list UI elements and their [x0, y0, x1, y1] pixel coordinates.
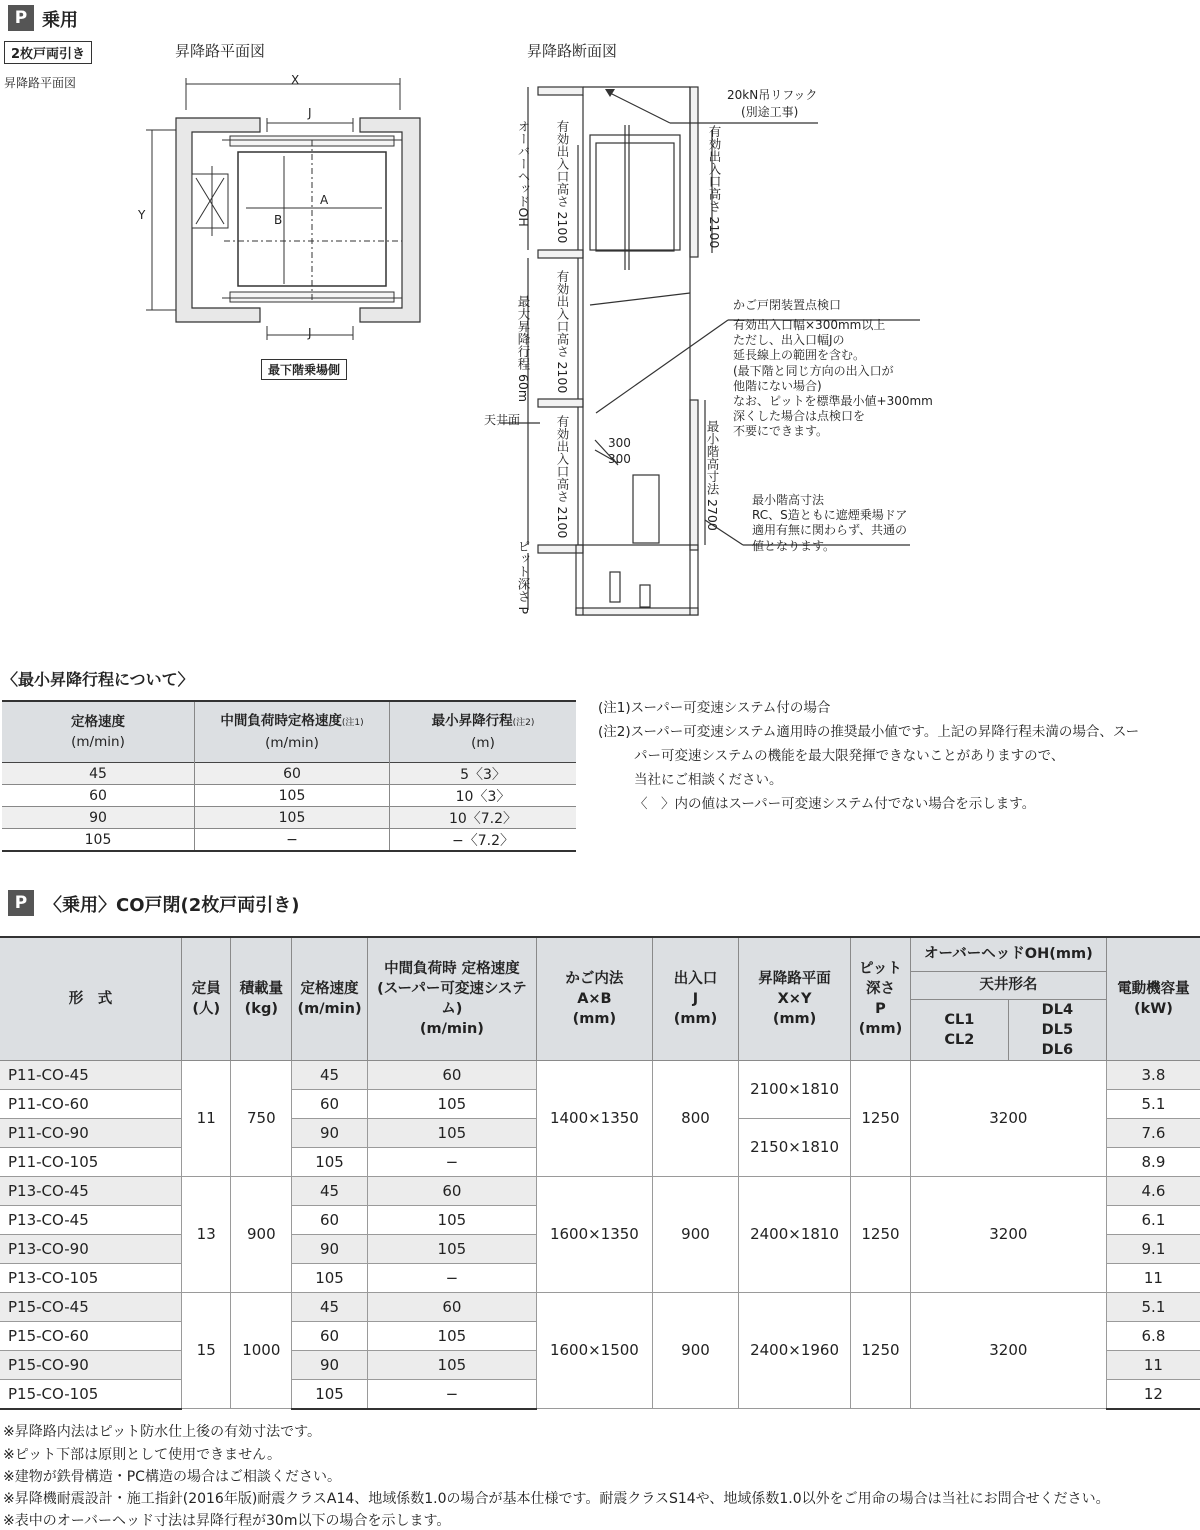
- eff-height-a: 有効出入口高さ 2100: [555, 120, 570, 244]
- col-pit: ピット 深さ P (mm): [851, 937, 911, 1060]
- col-overhead: オーバーヘッドOH(mm): [910, 937, 1106, 971]
- eff-height-d: 有効出入口高さ 2100: [555, 415, 570, 539]
- plan-caption: 昇降路平面図: [4, 76, 77, 90]
- col-capacity: 定員 (人): [181, 937, 231, 1060]
- col-speed: 定格速度 (m/min): [292, 937, 368, 1060]
- col-mid-speed: 中間負荷時定格速度(注1) (m/min): [195, 701, 390, 763]
- bottom-floor-tag: 最下階乗場側: [261, 359, 347, 380]
- pit-depth-label: ピット深さ P: [516, 540, 531, 615]
- ceiling-label: 天井面: [484, 413, 521, 427]
- col-model: 形 式: [0, 937, 181, 1060]
- table-row: P13-CO-105 105 − 11: [0, 1263, 1200, 1292]
- travel-heading: 〈最小昇降行程について〉: [2, 670, 194, 689]
- table-row: P13-CO-90 90 105 9.1: [0, 1234, 1200, 1263]
- col-door: 出入口 J (mm): [653, 937, 739, 1060]
- min-floor-height-label: 最小階高寸法 2700: [705, 420, 720, 531]
- table-row: 90 105 10〈7.2〉: [2, 807, 576, 829]
- eff-height-c: 有効出入口高さ 2100: [555, 270, 570, 394]
- dim-y-label: Y: [138, 208, 146, 222]
- col-speed: 定格速度 (m/min): [2, 701, 195, 763]
- min-travel-table: [2, 700, 576, 852]
- table-row: P11-CO-60 60 105 5.1: [0, 1089, 1200, 1118]
- dim-b-label: B: [274, 213, 283, 227]
- hook-note: (別途工事): [741, 105, 799, 119]
- col-shaft: 昇降路平面 X×Y (mm): [738, 937, 850, 1060]
- section-drawing-title: 昇降路断面図: [527, 42, 618, 60]
- table-row: P11-CO-45 11 750 45 60 1400×1350 800 2100×1810 1250 3200 3.8: [0, 1060, 1200, 1089]
- col-motor: 電動機容量 (kW): [1106, 937, 1200, 1060]
- spec-table: [0, 936, 1200, 1410]
- plan-title: 昇降路平面図: [175, 42, 266, 60]
- table-row: P15-CO-105 105 − 12: [0, 1379, 1200, 1409]
- dim-a-label: A: [320, 193, 329, 207]
- door-type-tag: 2枚戸両引き: [4, 41, 92, 64]
- hook-label: 20kN吊リフック: [727, 88, 818, 102]
- travel-notes: (注1)スーパー可変速システム付の場合 (注2)スーパー可変速システム適用時の推奨最小値です。上記の昇降行程未満の場合、スー パー可変速システムの機能を最大限発揮できないことがありますので、 当社にご相談ください。 〈 〉内の値はスーパー可変速システム付でない場合を示します。: [598, 700, 1140, 812]
- min-floor-notes: 最小階高寸法 RC、S造ともに遮煙乗場ドア 適用有無に関わらず、共通の 値となります。: [752, 493, 908, 553]
- section-badge: P: [8, 5, 34, 31]
- spec-title: 〈乗用〉CO戸閉(2枚戸両引き): [44, 895, 300, 916]
- dim-j-bottom-label: J: [308, 326, 312, 340]
- table-row: P11-CO-90 90 105 2150×1810 7.6: [0, 1118, 1200, 1147]
- table-row: P13-CO-45 13 900 45 60 1600×1350 900 2400×1810 1250 3200 4.6: [0, 1176, 1200, 1205]
- table-row: P13-CO-45 60 105 6.1: [0, 1205, 1200, 1234]
- inspection-title: かご戸閉装置点検口: [733, 298, 842, 312]
- dim-x-label: X: [291, 73, 300, 87]
- dim-300-b: 300: [608, 452, 631, 466]
- table-row: P11-CO-105 105 − 8.9: [0, 1147, 1200, 1176]
- table-row: P15-CO-45 15 1000 45 60 1600×1500 900 2400×1960 1250 3200 5.1: [0, 1292, 1200, 1321]
- col-dl: DL4 DL5 DL6: [1008, 999, 1106, 1060]
- table-row: P15-CO-90 90 105 11: [0, 1350, 1200, 1379]
- eff-height-b: 有効出入口高さ 2100: [707, 125, 722, 249]
- dim-j-top-label: J: [308, 106, 312, 120]
- inspection-notes: 有効出入口幅×300mm以上 ただし、出入口幅Jの 延長線上の範囲を含む。 (最下階と同じ方向の出入口が 他階にない場合) なお、ピットを標準最小値+300mm 深くした場合は点検口を 不要にできます。: [733, 318, 933, 439]
- table-row: P15-CO-60 60 105 6.8: [0, 1321, 1200, 1350]
- col-cl: CL1 CL2: [910, 999, 1008, 1060]
- col-ceiling: 天井形名: [910, 971, 1106, 999]
- section-title: 乗用: [42, 10, 78, 31]
- max-travel-label: 最大昇降行程 60m: [516, 295, 531, 403]
- overhead-label: オーバーヘッドOH: [516, 120, 531, 227]
- table-row: 105 − −〈7.2〉: [2, 829, 576, 852]
- col-min-travel: 最小昇降行程(注2) (m): [390, 701, 577, 763]
- col-car-size: かご内法 A×B (mm): [536, 937, 652, 1060]
- spec-badge: P: [8, 890, 34, 916]
- dim-300-a: 300: [608, 436, 631, 450]
- table-row: 45 60 5〈3〉: [2, 763, 576, 785]
- col-load: 積載量 (kg): [231, 937, 292, 1060]
- table-row: 60 105 10〈3〉: [2, 785, 576, 807]
- col-mid-speed: 中間負荷時 定格速度 (スーパー可変速システム) (m/min): [367, 937, 536, 1060]
